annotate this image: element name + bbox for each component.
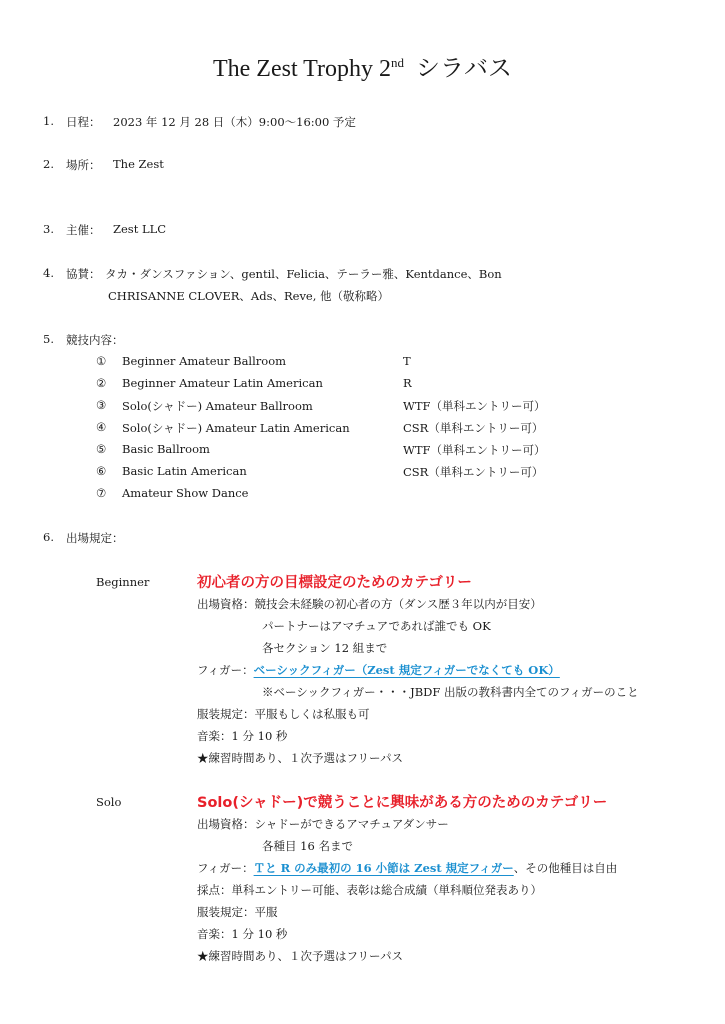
event-dance: T bbox=[403, 354, 411, 368]
solo-heading: Solo(シャドー)で競うことに興味がある方のためのカテゴリー bbox=[197, 795, 608, 811]
solo-dress: 服装規定：平服 bbox=[197, 905, 278, 919]
beginner-eligibility: 出場資格：競技会未経験の初心者の方（ダンス歴３年以内が目安） bbox=[197, 597, 542, 611]
solo-eligibility: 出場資格：シャドーができるアマチュアダンサー bbox=[197, 817, 449, 831]
item-number: 3. bbox=[43, 222, 54, 236]
beginner-figure-link[interactable]: ベーシックフィガー（Zest 規定フィガーでなくても OK） bbox=[253, 663, 560, 677]
item-number: 2. bbox=[43, 157, 54, 171]
event-name: Basic Ballroom bbox=[122, 442, 210, 456]
beginner-practice: ★練習時間あり、１次予選はフリーパス bbox=[197, 751, 403, 765]
solo-figure: フィガー：Ｔと R のみ最初の 16 小節は Zest 規定フィガー、その他種目は自由 bbox=[197, 861, 618, 875]
beginner-partner: パートナーはアマチュアであれば誰でも OK bbox=[262, 619, 491, 633]
event-mark: ④ bbox=[96, 420, 107, 434]
event-dance: WTF（単科エントリー可） bbox=[403, 399, 546, 413]
event-name: Beginner Amateur Ballroom bbox=[122, 354, 287, 368]
event-name: Solo(シャドー) Amateur Ballroom bbox=[122, 399, 313, 413]
solo-capacity: 各種目 16 名まで bbox=[262, 839, 353, 853]
solo-music: 音楽：1 分 10 秒 bbox=[197, 927, 288, 941]
item-number: 1. bbox=[43, 114, 54, 128]
event-name: Basic Latin American bbox=[122, 464, 247, 478]
rules-label: 出場規定： bbox=[66, 531, 124, 545]
category-label-beginner: Beginner bbox=[96, 575, 150, 589]
event-dance: CSR（単科エントリー可） bbox=[403, 421, 544, 435]
sponsor-value: タカ・ダンスファション、gentil、Felicia、テーラー雅、Kentdance、Bon bbox=[105, 267, 502, 281]
solo-practice: ★練習時間あり、１次予選はフリーパス bbox=[197, 949, 403, 963]
schedule-label: 日程： bbox=[66, 115, 101, 129]
venue-label: 場所： bbox=[66, 158, 101, 172]
organizer-value: Zest LLC bbox=[113, 222, 167, 236]
beginner-dress: 服装規定：平服もしくは私服も可 bbox=[197, 707, 370, 721]
event-dance: CSR（単科エントリー可） bbox=[403, 465, 544, 479]
event-name: Amateur Show Dance bbox=[122, 486, 249, 500]
solo-scoring: 採点：単科エントリー可能、表彰は総合成績（単科順位発表あり） bbox=[197, 883, 542, 897]
events-label: 競技内容： bbox=[66, 333, 124, 347]
category-label-solo: Solo bbox=[96, 795, 122, 809]
event-mark: ② bbox=[96, 376, 107, 390]
item-number: 4. bbox=[43, 266, 54, 280]
venue-value: The Zest bbox=[113, 157, 164, 171]
event-name: Beginner Amateur Latin American bbox=[122, 376, 323, 390]
event-mark: ⑦ bbox=[96, 486, 107, 500]
organizer-label: 主催： bbox=[66, 223, 101, 237]
schedule-value: 2023 年 12 月 28 日（木）9:00〜16:00 予定 bbox=[113, 115, 356, 129]
sponsor-label: 協賛： bbox=[66, 267, 101, 281]
event-mark: ⑤ bbox=[96, 442, 107, 456]
event-dance: WTF（単科エントリー可） bbox=[403, 443, 546, 457]
event-mark: ⑥ bbox=[96, 464, 107, 478]
page-title: The Zest Trophy 2nd シラバス bbox=[212, 55, 512, 82]
beginner-music: 音楽：1 分 10 秒 bbox=[197, 729, 288, 743]
event-mark: ③ bbox=[96, 398, 107, 412]
beginner-capacity: 各セクション 12 組まで bbox=[262, 641, 388, 655]
event-name: Solo(シャドー) Amateur Latin American bbox=[122, 421, 350, 435]
item-number: 5. bbox=[43, 332, 54, 346]
beginner-heading: 初心者の方の目標設定のためのカテゴリー bbox=[197, 575, 472, 591]
sponsor-value-line2: CHRISANNE CLOVER、Ads、Reve, 他（敬称略） bbox=[108, 289, 390, 303]
beginner-figure-note: ※ベーシックフィガー・・・JBDF 出版の教科書内全てのフィガーのこと bbox=[262, 685, 639, 699]
solo-figure-link[interactable]: Ｔと R のみ最初の 16 小節は Zest 規定フィガー bbox=[253, 861, 514, 875]
item-number: 6. bbox=[43, 530, 54, 544]
beginner-figure: フィガー：ベーシックフィガー（Zest 規定フィガーでなくても OK） bbox=[197, 663, 560, 677]
event-dance: R bbox=[403, 376, 412, 390]
event-mark: ① bbox=[96, 354, 107, 368]
